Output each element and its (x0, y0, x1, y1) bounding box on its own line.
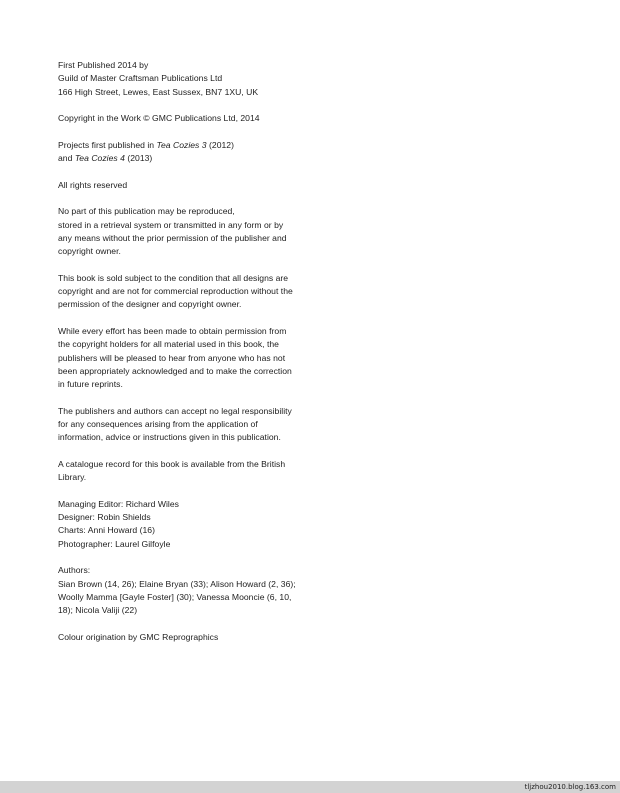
sale-condition-line: This book is sold subject to the condition that all designs are (58, 272, 289, 283)
credit-managing-editor: Managing Editor: Richard Wiles (58, 498, 179, 509)
liability-line: The publishers and authors can accept no legal responsibility (58, 405, 292, 416)
book-year-2012: (2012) (209, 139, 234, 150)
permissions-notice (58, 325, 358, 391)
projects-prefix: Projects first published in (58, 139, 155, 150)
liability-line: for any consequences arising from the application of (58, 419, 258, 430)
credit-charts: Charts: Anni Howard (16) (58, 525, 155, 536)
book-year-2013: (2013) (127, 153, 153, 164)
catalogue-line: Library. (58, 472, 87, 483)
colour-origination-notice (58, 631, 358, 644)
blog-watermark: tljzhou2010.blog.163.com (524, 783, 616, 791)
credit-photographer: Photographer: Laurel Gilfoyle (58, 538, 171, 549)
copyright-notice (58, 112, 358, 125)
sale-condition-notice (58, 272, 358, 312)
credits-list (58, 498, 358, 551)
publisher-info (58, 59, 358, 99)
permissions-line: While every effort has been made to obtain permission from (58, 325, 287, 336)
imprint-text-block (58, 59, 358, 657)
reproduction-notice (58, 205, 358, 258)
book-title-tea-cozies-3: Tea Cozies 3 (156, 139, 207, 150)
publisher-address: 166 High Street, Lewes, East Sussex, BN7 1XU, UK (58, 86, 259, 97)
footer-bar (0, 781, 620, 793)
projects-line-2 (58, 152, 358, 165)
permissions-line: in future reprints. (58, 379, 123, 390)
permissions-line: the copyright holders for all material used in this book, the (58, 339, 279, 350)
catalogue-notice (58, 458, 358, 485)
authors-line: Woolly Mamma [Gayle Foster] (30); Vanessa Mooncie (6, 10, (58, 591, 292, 602)
publisher-name: Guild of Master Craftsman Publications Ltd (58, 73, 223, 84)
first-published-line: First Published 2014 by (58, 60, 149, 70)
projects-and: and (58, 153, 73, 164)
reproduction-line: No part of this publication may be reproduced, (58, 206, 235, 217)
sale-condition-line: permission of the designer and copyright owner. (58, 299, 242, 310)
reproduction-line: any means without the prior permission of the publisher and (58, 232, 287, 243)
colour-origination-line: Colour origination by GMC Reprographics (58, 631, 219, 642)
permissions-line: publishers will be pleased to hear from anyone who has not (58, 352, 286, 363)
rights-notice (58, 179, 358, 192)
authors-list (58, 564, 358, 617)
reproduction-line: stored in a retrieval system or transmitted in any form or by (58, 219, 284, 230)
permissions-line: been appropriately acknowledged and to make the correction (58, 365, 292, 376)
copyright-line: Copyright in the Work © GMC Publications Ltd, 2014 (58, 113, 260, 124)
credit-designer: Designer: Robin Shields (58, 512, 151, 523)
authors-line: 18); Nicola Valiji (22) (58, 605, 138, 616)
projects-notice (58, 139, 358, 166)
authors-line: Sian Brown (14, 26); Elaine Bryan (33); Alison Howard (2, 36); (58, 578, 296, 589)
book-title-tea-cozies-4: Tea Cozies 4 (74, 153, 125, 164)
liability-notice (58, 405, 358, 445)
authors-heading: Authors: (58, 565, 91, 576)
sale-condition-line: copyright and are not for commercial reproduction without the (58, 286, 293, 297)
rights-line: All rights reserved (58, 179, 128, 190)
liability-line: information, advice or instructions given in this publication. (58, 432, 281, 443)
reproduction-line: copyright owner. (58, 246, 121, 257)
projects-line-1 (58, 139, 358, 152)
catalogue-line: A catalogue record for this book is available from the British (58, 458, 286, 469)
